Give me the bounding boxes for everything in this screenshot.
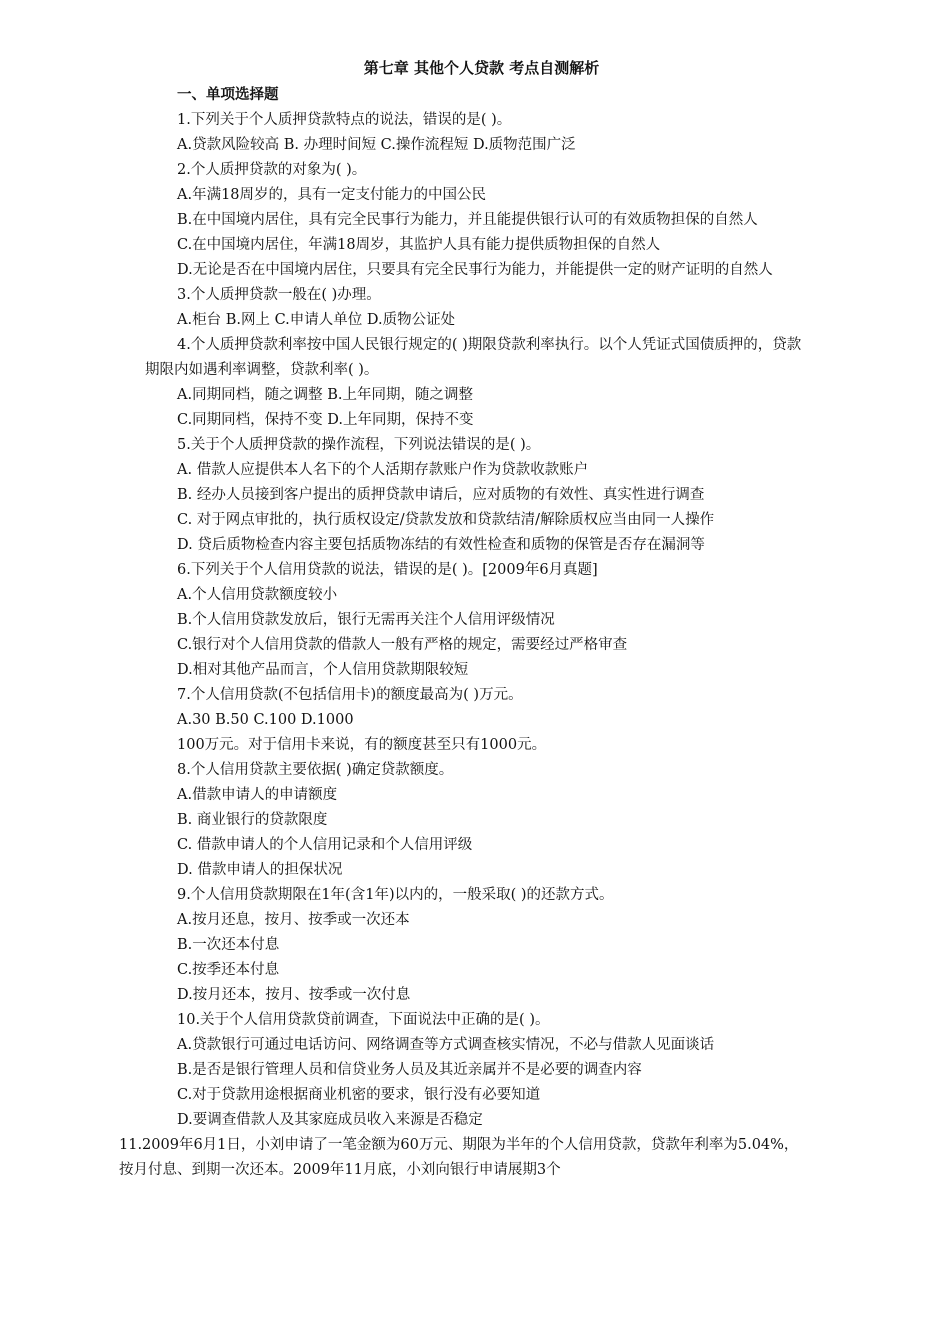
text-line: A.贷款风险较高 B. 办理时间短 C.操作流程短 D.质物范围广泛 — [177, 137, 576, 153]
page-title: 第七章 其他个人贷款 考点自测解析 — [363, 59, 600, 77]
text-line: 11.2009年6月1日，小刘申请了一笔金额为60万元、期限为半年的个人信用贷款，贷款年利率为5.04%，按月付息、到期一次还本。2009年11月底，小刘向银行申请展期3个 — [119, 1137, 799, 1178]
text-line: A.30 B.50 C.100 D.1000 — [177, 712, 354, 728]
text-line: 2.个人质押贷款的对象为( )。 — [177, 162, 367, 178]
text-line: 10.关于个人信用贷款贷前调查，下面说法中正确的是( )。 — [177, 1012, 550, 1028]
text-line: 3.个人质押贷款一般在( )办理。 — [177, 287, 381, 303]
text-line: 1.下列关于个人质押贷款特点的说法，错误的是( )。 — [177, 112, 512, 128]
text-line: C.对于贷款用途根据商业机密的要求，银行没有必要知道 — [177, 1087, 541, 1103]
text-line: A.借款申请人的申请额度 — [177, 787, 338, 803]
text-line: B. 商业银行的贷款限度 — [177, 812, 328, 828]
text-line: D.要调查借款人及其家庭成员收入来源是否稳定 — [177, 1112, 483, 1128]
text-line: 100万元。对于信用卡来说，有的额度甚至只有1000元。 — [177, 737, 547, 753]
text-line: B.是否是银行管理人员和信贷业务人员及其近亲属并不是必要的调查内容 — [177, 1062, 642, 1078]
text-line: B.在中国境内居住，具有完全民事行为能力，并且能提供银行认可的有效质物担保的自然人 — [177, 212, 758, 228]
text-line: B. 经办人员接到客户提出的质押贷款申请后，应对质物的有效性、真实性进行调查 — [177, 487, 705, 503]
text-line: 4.个人质押贷款利率按中国人民银行规定的( )期限贷款利率执行。以个人凭证式国债质押的，贷款期限内如遇利率调整，贷款利率( )。 — [145, 337, 802, 378]
text-line: A.个人信用贷款额度较小 — [177, 587, 338, 603]
text-line: D. 借款申请人的担保状况 — [177, 862, 343, 878]
text-line: 9.个人信用贷款期限在1年(含1年)以内的，一般采取( )的还款方式。 — [177, 887, 614, 903]
text-line: C.按季还本付息 — [177, 962, 280, 978]
text-line: C.同期同档，保持不变 D.上年同期，保持不变 — [177, 412, 474, 428]
text-line: A.柜台 B.网上 C.申请人单位 D.质物公证处 — [177, 312, 456, 328]
text-line: 8.个人信用贷款主要依据( )确定贷款额度。 — [177, 762, 454, 778]
text-line: D. 贷后质物检查内容主要包括质物冻结的有效性检查和质物的保管是否存在漏洞等 — [177, 537, 705, 553]
text-line: D.无论是否在中国境内居住，只要具有完全民事行为能力，并能提供一定的财产证明的自然人 — [177, 262, 773, 278]
text-line: D.相对其他产品而言，个人信用贷款期限较短 — [177, 662, 469, 678]
text-line: C. 对于网点审批的，执行质权设定/贷款发放和贷款结清/解除质权应当由同一人操作 — [177, 512, 715, 528]
text-line: A.贷款银行可通过电话访问、网络调查等方式调查核实情况，不必与借款人见面谈话 — [177, 1037, 715, 1053]
text-line: C.在中国境内居住，年满18周岁，其监护人具有能力提供质物担保的自然人 — [177, 237, 661, 253]
text-line: 5.关于个人质押贷款的操作流程，下列说法错误的是( )。 — [177, 437, 541, 453]
text-line: A. 借款人应提供本人名下的个人活期存款账户作为贷款收款账户 — [177, 462, 589, 478]
section-heading: 一、单项选择题 — [177, 87, 279, 103]
text-line: B.一次还本付息 — [177, 937, 280, 953]
text-line: A.同期同档，随之调整 B.上年同期，随之调整 — [177, 387, 473, 403]
text-line: B.个人信用贷款发放后，银行无需再关注个人信用评级情况 — [177, 612, 555, 628]
question-list — [119, 108, 810, 1183]
text-line: A.年满18周岁的，具有一定支付能力的中国公民 — [177, 187, 487, 203]
text-line: D.按月还本，按月、按季或一次付息 — [177, 987, 411, 1003]
text-line: 6.下列关于个人信用贷款的说法，错误的是( )。[2009年6月真题] — [177, 562, 598, 578]
text-line: A.按月还息，按月、按季或一次还本 — [177, 912, 410, 928]
text-line: C.银行对个人信用贷款的借款人一般有严格的规定，需要经过严格审查 — [177, 637, 628, 653]
text-line: 7.个人信用贷款(不包括信用卡)的额度最高为( )万元。 — [177, 687, 523, 703]
text-line: C. 借款申请人的个人信用记录和个人信用评级 — [177, 837, 473, 853]
